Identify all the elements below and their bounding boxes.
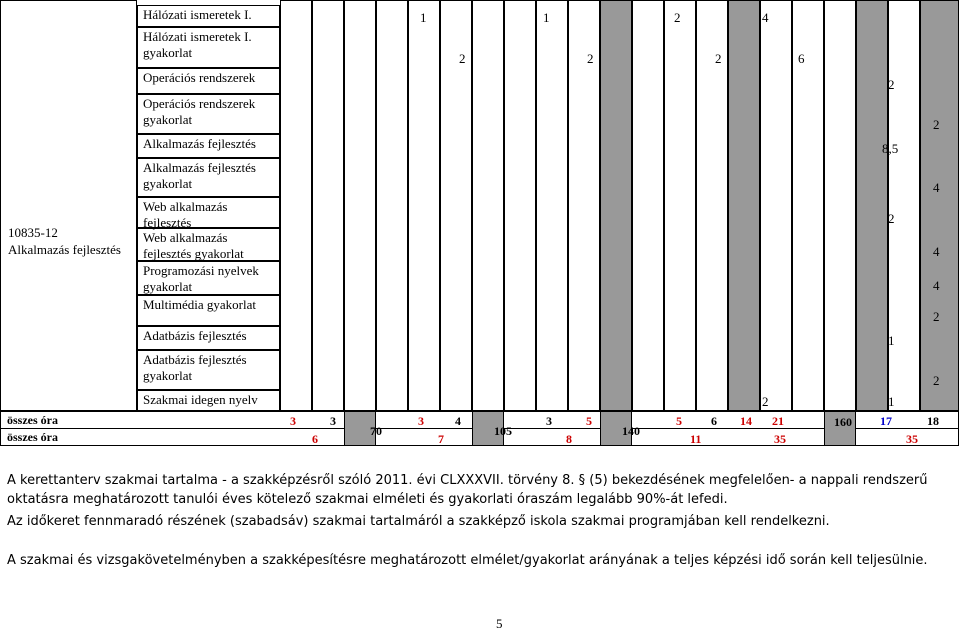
hours-column — [760, 0, 792, 411]
subject-label: Web alkalmazás fejlesztés — [143, 199, 228, 230]
subject-label: Operációs rendszerek gyakorlat — [143, 96, 256, 127]
hours-value: 1 — [888, 333, 895, 348]
total-weekly-sum: 11 — [690, 432, 702, 446]
hours-column — [696, 0, 728, 411]
subject-label: Szakmai idegen nyelv — [143, 392, 258, 407]
hours-value: 2 — [888, 77, 895, 92]
subject-label: Web alkalmazás fejlesztés gyakorlat — [143, 230, 244, 261]
hours-value: 4 — [933, 278, 940, 293]
total-weekly-value: 3 — [546, 414, 552, 428]
total-weekly-value: 3 — [290, 414, 296, 428]
subject-label: Adatbázis fejlesztés — [143, 328, 247, 343]
subject-label: Hálózati ismeretek I. gyakorlat — [143, 29, 252, 60]
hours-column — [536, 0, 568, 411]
subject-label: Adatbázis fejlesztés gyakorlat — [143, 352, 247, 383]
total-weekly-value: 3 — [418, 414, 424, 428]
total-weekly-value: 14 — [740, 414, 752, 428]
hours-column — [408, 0, 440, 411]
total-weekly-sum: 35 — [906, 432, 918, 446]
hours-column — [600, 0, 632, 411]
note-paragraph-2: Az időkeret fennmaradó részének (szabadsáv) szakmai tartalmáról a szakképző iskola szakmai programjában kell rendelkezni. — [7, 514, 830, 529]
hours-column — [280, 0, 312, 411]
hours-value: 1 — [543, 10, 550, 25]
subject-label: Programozási nyelvek gyakorlat — [143, 263, 259, 294]
total-weekly-sum: 35 — [774, 432, 786, 446]
total-hours-value: 70 — [370, 424, 382, 438]
total-hours-value: 160 — [834, 415, 852, 429]
hours-column — [376, 0, 408, 411]
total-weekly-value: 4 — [455, 414, 461, 428]
hours-column — [344, 0, 376, 411]
hours-column — [824, 0, 856, 411]
hours-column — [856, 0, 888, 411]
hours-column — [664, 0, 696, 411]
hours-value: 8,5 — [882, 141, 899, 156]
hours-value: 4 — [933, 180, 940, 195]
subject-label: Alkalmazás fejlesztés gyakorlat — [143, 160, 256, 191]
hours-value: 1 — [888, 394, 895, 409]
total-weekly-value: 3 — [330, 414, 336, 428]
hours-value: 2 — [715, 51, 722, 66]
note-paragraph-3: A szakmai és vizsgakövetelményben a szakképesítésre meghatározott elmélet/gyakorlat arányának a teljes képzési idő során kell teljesülnie. — [7, 553, 928, 568]
total-weekly-value: 21 — [772, 414, 784, 428]
hours-value: 4 — [933, 244, 940, 259]
page-number: 5 — [496, 616, 503, 631]
module-group-cell — [0, 0, 137, 411]
totals-label: összes óra — [7, 413, 58, 427]
subject-label: Hálózati ismeretek I. — [143, 7, 252, 22]
totals-label: összes óra — [7, 430, 58, 444]
total-weekly-sum: 6 — [312, 432, 318, 446]
total-weekly-value: 18 — [927, 414, 939, 428]
total-hours-value: 105 — [494, 424, 512, 438]
total-weekly-sum: 8 — [566, 432, 572, 446]
hours-value: 2 — [459, 51, 466, 66]
hours-value: 2 — [888, 211, 895, 226]
hours-value: 2 — [674, 10, 681, 25]
hours-value: 2 — [587, 51, 594, 66]
hours-column — [312, 0, 344, 411]
hours-value: 2 — [933, 117, 940, 132]
hours-value: 1 — [420, 10, 427, 25]
module-group-label: 10835-12 Alkalmazás fejlesztés — [8, 225, 121, 257]
hours-column — [440, 0, 472, 411]
hours-column — [568, 0, 600, 411]
subject-label: Operációs rendszerek — [143, 70, 256, 85]
hours-value: 2 — [933, 373, 940, 388]
total-weekly-value: 6 — [711, 414, 717, 428]
total-weekly-value: 5 — [676, 414, 682, 428]
total-weekly-value: 17 — [880, 414, 892, 428]
hours-value: 2 — [762, 394, 769, 409]
hours-column — [728, 0, 760, 411]
total-weekly-value: 5 — [586, 414, 592, 428]
subject-label: Alkalmazás fejlesztés — [143, 136, 256, 151]
hours-column — [888, 0, 920, 411]
note-paragraph-1: A kerettanterv szakmai tartalma - a szakképzésről szóló 2011. évi CLXXXVII. törvény 8. § (5) bekezdésének megfelelően- a nappali rendszerű oktatásra meghatározott tanulói éves kötelező szakmai elméleti és gyakorlati óraszám legalább 90%-át lefedi. — [7, 473, 928, 507]
hours-value: 2 — [933, 309, 940, 324]
total-weekly-sum: 7 — [438, 432, 444, 446]
hours-column — [792, 0, 824, 411]
total-hours-value: 140 — [622, 424, 640, 438]
hours-column — [632, 0, 664, 411]
hours-column — [920, 0, 959, 411]
hours-column — [472, 0, 504, 411]
hours-value: 4 — [762, 10, 769, 25]
subject-label: Multimédia gyakorlat — [143, 297, 257, 312]
hours-value: 6 — [798, 51, 805, 66]
hours-column — [504, 0, 536, 411]
